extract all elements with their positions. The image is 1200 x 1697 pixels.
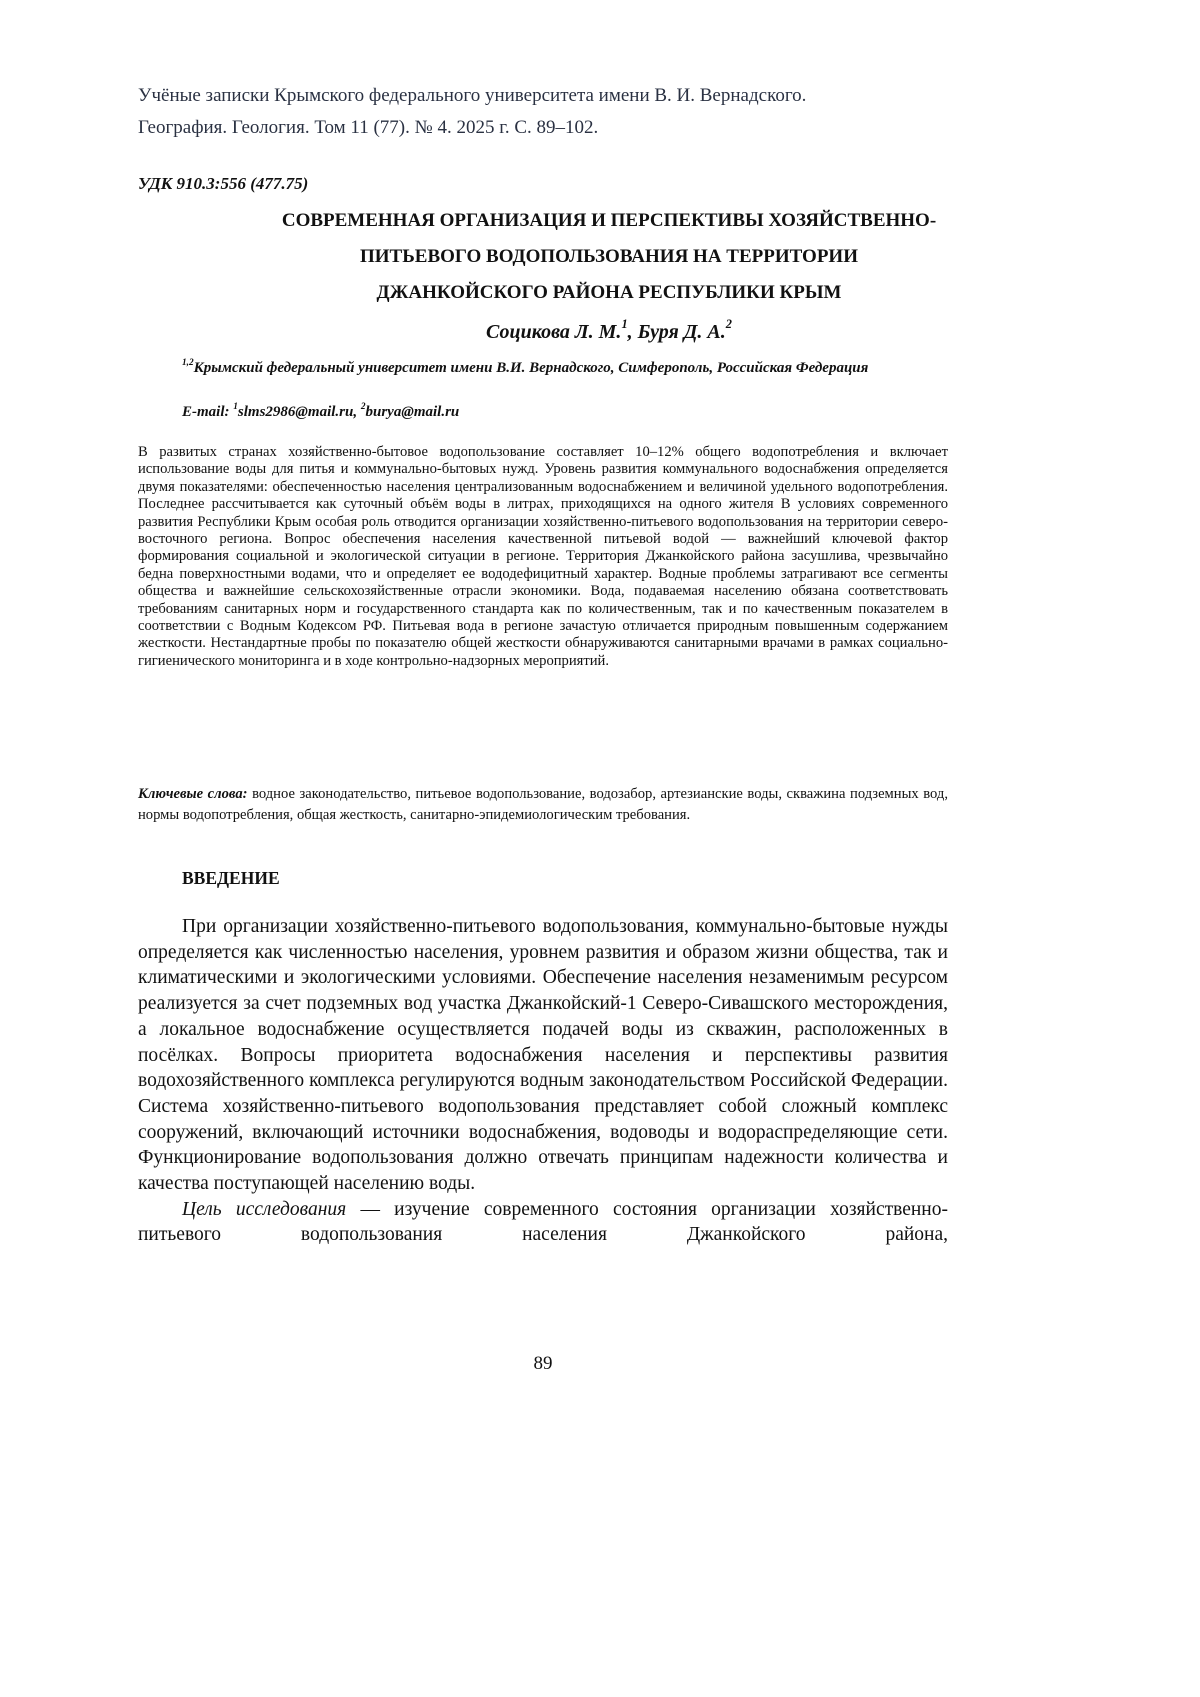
goal-label: Цель исследования bbox=[182, 1199, 346, 1220]
email-2-link[interactable]: burya@mail.ru bbox=[366, 404, 460, 420]
goal-text: — изучение современного состояния организации хозяйственно-питьевого водопользования населения Джанкойского района, bbox=[138, 1199, 948, 1246]
affiliation bbox=[182, 358, 947, 379]
affiliation-sup: 1,2 bbox=[182, 358, 194, 368]
author-2-sup: 2 bbox=[726, 317, 732, 331]
udk-code: УДК 910.3:556 (477.75) bbox=[138, 172, 308, 196]
journal-header bbox=[138, 80, 1078, 144]
keywords-label: Ключевые слова: bbox=[138, 786, 248, 802]
email-line bbox=[182, 402, 459, 423]
author-1-name: Социкова Л. М. bbox=[486, 321, 621, 343]
email-1-sup: 1 bbox=[233, 402, 238, 412]
title-line-2: ПИТЬЕВОГО ВОДОПОЛЬЗОВАНИЯ НА ТЕРРИТОРИИ bbox=[138, 239, 1080, 275]
introduction-body bbox=[138, 914, 948, 1248]
journal-page bbox=[0, 0, 1200, 1697]
intro-paragraph-1: При организации хозяйственно-питьевого водопользования, коммунально-бытовые нужды определяется как численностью населения, уровнем развития и образом жизни общества, так и климатическими и экологическими условиями. Обеспечение населения незаменимым ресурсом реализуется за счет подземных вод участка Джанкойский-1 Северо-Сивашского месторождения, а локальное водоснабжение осуществляется подачей воды из скважин, расположенных в посёлках. Вопросы приоритета водоснабжения населения и перспективы развития водохозяйственного комплекса регулируются водным законодательством Российской Федерации. Система хозяйственно-питьевого водопользования представляет собой сложный комплекс сооружений, включающий источники водоснабжения, водоводы и водораспределяющие сети. Функционирование водопользования должно отвечать принципам надежности количества и качества поступающей населению воды. bbox=[138, 914, 948, 1197]
title-line-1: СОВРЕМЕННАЯ ОРГАНИЗАЦИЯ И ПЕРСПЕКТИВЫ ХОЗЯЙСТВЕННО- bbox=[138, 203, 1080, 239]
abstract: В развитых странах хозяйственно-бытовое водопользование составляет 10–12% общего водопотребления и включает использование воды для питья и коммунально-бытовых нужд. Уровень развития коммунального водоснабжения определяется двумя показателями: обеспеченностью населения централизованным водоснабжением и величиной удельного водопотребления. Последнее рассчитывается как суточный объём воды в литрах, приходящихся на одного жителя В условиях современного развития Республики Крым особая роль отводится организации хозяйственно-питьевого водопользования на территории северо-восточного региона. Вопрос обеспечения населения качественной питьевой водой — важнейший ключевой фактор формирования социальной и экологической ситуации в регионе. Территория Джанкойского района засушлива, чрезвычайно бедна поверхностными водами, что и определяет ее вододефицитный характер. Водные проблемы затрагивают все сегменты общества и важнейшие сельскохозяйственные отрасли экономики. Вода, подаваемая населению обязана соответствовать требованиям санитарных норм и государственного стандарта как по количественным, так и по качественным показателем в соответствии с Водным Кодексом РФ. Питьевая вода в регионе зачастую отличается природным повышенным содержанием жесткости. Нестандартные пробы по показателю общей жесткости обнаруживаются санитарными врачами в рамках социально-гигиенического мониторинга и в ходе контрольно-надзорных мероприятий. bbox=[138, 444, 948, 670]
email-label: E-mail: bbox=[182, 404, 233, 420]
journal-line-1: Учёные записки Крымского федерального университета имени В. И. Вернадского. bbox=[138, 80, 1078, 112]
email-1-link[interactable]: slms2986@mail.ru bbox=[238, 404, 353, 420]
keywords-text: водное законодательство, питьевое водопользование, водозабор, артезианские воды, скважина подземных вод, нормы водопотребления, общая жесткость, санитарно-эпидемиологическим требования. bbox=[138, 786, 948, 823]
article-title bbox=[138, 203, 1080, 311]
affiliation-text: Крымский федеральный университет имени В.И. Вернадского, Симферополь, Российская Федерация bbox=[194, 360, 869, 376]
email-separator: , bbox=[353, 404, 361, 420]
author-2-name: Буря Д. А. bbox=[638, 321, 726, 343]
section-heading: ВВЕДЕНИЕ bbox=[182, 866, 280, 890]
title-line-3: ДЖАНКОЙСКОГО РАЙОНА РЕСПУБЛИКИ КРЫМ bbox=[138, 275, 1080, 311]
author-1-sup: 1 bbox=[621, 317, 627, 331]
page-number: 89 bbox=[138, 1352, 948, 1376]
authors-separator: , bbox=[628, 321, 638, 343]
keywords bbox=[138, 784, 948, 825]
intro-paragraph-2 bbox=[138, 1197, 948, 1248]
authors bbox=[138, 318, 1080, 346]
email-2-sup: 2 bbox=[361, 402, 366, 412]
journal-line-2: География. Геология. Том 11 (77). № 4. 2025 г. С. 89–102. bbox=[138, 112, 1078, 144]
